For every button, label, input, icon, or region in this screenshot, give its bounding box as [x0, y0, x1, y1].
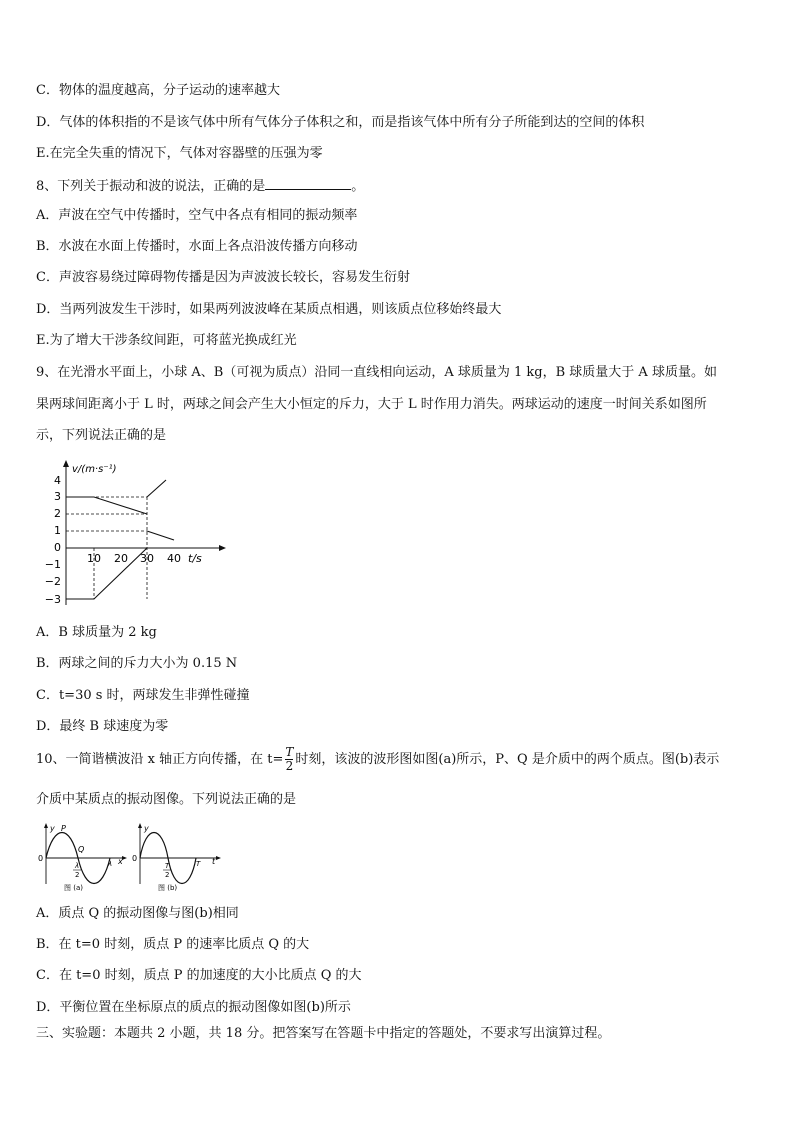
q8-stem-text: 8、下列关于振动和波的说法，正确的是 — [36, 179, 266, 194]
y-tick-1: 1 — [54, 524, 61, 537]
fraction-numerator: T — [285, 745, 294, 759]
curve-ball-a — [66, 497, 147, 514]
q8-stem — [36, 177, 364, 195]
graph-velocity-curves — [66, 480, 174, 599]
y-tick-0: 0 — [54, 541, 61, 554]
graph-x-ticks — [87, 552, 181, 565]
fig-b-t: t — [212, 857, 216, 866]
y-tick-neg2: −2 — [44, 575, 61, 588]
graph-x-label: t/s — [188, 552, 202, 565]
x-tick-40: 40 — [167, 552, 181, 565]
x-tick-10: 10 — [87, 552, 101, 565]
q10-option-d: D．平衡位置在坐标原点的质点的振动图像如图(b)所示 — [36, 1000, 351, 1015]
q10-stem-line2: 介质中某质点的振动图像。下列说法正确的是 — [36, 792, 297, 807]
q10-figure-a-waveform — [36, 822, 128, 894]
q8-option-b: B．水波在水面上传播时，水面上各点沿波传播方向移动 — [36, 239, 358, 254]
y-tick-3: 3 — [54, 490, 61, 503]
fig-b-period: T — [196, 860, 201, 868]
y-tick-4: 4 — [54, 474, 61, 487]
y-tick-2: 2 — [54, 507, 61, 520]
fig-a-caption: 图 (a) — [64, 884, 83, 892]
q8-answer-blank — [265, 177, 351, 190]
y-tick-neg3: −3 — [44, 593, 61, 606]
x-tick-20: 20 — [114, 552, 128, 565]
q8-option-e: E.为了增大干涉条纹间距，可将蓝光换成红光 — [36, 333, 297, 348]
fig-a-zero: 0 — [38, 854, 44, 863]
fraction-denominator: 2 — [285, 759, 294, 773]
q7-option-d: D．气体的体积指的不是该气体中所有气体分子体积之和，而是指该气体中所有分子所能到达的空间的体积 — [36, 115, 645, 130]
q10-stem-line1 — [36, 746, 719, 774]
fig-b-caption: 图 (b) — [158, 884, 178, 892]
fig-a-half-den: 2 — [75, 871, 80, 879]
q7-option-e: E.在完全失重的情况下，气体对容器壁的压强为零 — [36, 146, 323, 161]
fig-a-p: P — [61, 824, 66, 833]
q9-option-d: D．最终 B 球速度为零 — [36, 719, 169, 734]
q10-time-fraction — [285, 746, 293, 773]
q10-figure-b-vibration — [130, 822, 222, 894]
fig-a-q: Q — [78, 845, 85, 854]
fig-b-half-num: T — [165, 862, 170, 870]
q9-option-a: A．B 球质量为 2 kg — [36, 625, 157, 640]
q9-stem-line2: 果两球间距离小于 L 时，两球之间会产生大小恒定的斥力，大于 L 时作用力消失。两球运动的速度一时间关系如图所 — [36, 397, 707, 412]
q8-stem-end: 。 — [351, 179, 365, 194]
fig-a-y: y — [50, 824, 55, 833]
q10-stem-post: 时刻，该波的波形图如图(a)所示，P、Q 是介质中的两个质点。图(b)表示 — [295, 752, 720, 767]
x-tick-30: 30 — [140, 552, 154, 565]
fig-a-half-num: λ — [75, 862, 80, 870]
q10-option-c: C．在 t=0 时刻，质点 P 的加速度的大小比质点 Q 的大 — [36, 968, 362, 983]
graph-y-arrow — [63, 460, 69, 467]
q9-option-c: C．t=30 s 时，两球发生非弹性碰撞 — [36, 688, 250, 703]
fig-b-zero: 0 — [132, 854, 138, 863]
fig-b-half-den: 2 — [165, 871, 170, 879]
curve-ball-b — [66, 548, 147, 599]
q10-option-b: B．在 t=0 时刻，质点 P 的速率比质点 Q 的大 — [36, 937, 310, 952]
q8-option-a: A．声波在空气中传播时，空气中各点有相同的振动频率 — [36, 208, 358, 223]
q10-option-a: A．质点 Q 的振动图像与图(b)相同 — [36, 906, 239, 921]
q8-option-d: D．当两列波发生干涉时，如果两列波波峰在某质点相遇，则该质点位移始终最大 — [36, 302, 502, 317]
section-3-heading: 三、实验题：本题共 2 小题，共 18 分。把答案写在答题卡中指定的答题处，不要求写出演算过程。 — [36, 1026, 611, 1041]
q9-option-b: B．两球之间的斥力大小为 0.15 N — [36, 656, 238, 671]
q8-option-c: C．声波容易绕过障碍物传播是因为声波波长较长，容易发生衍射 — [36, 270, 410, 285]
fig-b-y: y — [144, 824, 149, 833]
graph-y-label: v/(m·s⁻¹) — [72, 464, 117, 475]
y-tick-neg1: −1 — [44, 558, 61, 571]
q9-stem-line3: 示，下列说法正确的是 — [36, 428, 167, 443]
graph-y-ticks — [45, 474, 61, 606]
fig-a-x: x — [118, 857, 123, 866]
curve-ball-b-after — [147, 531, 174, 540]
q7-option-c: C．物体的温度越高，分子运动的速率越大 — [36, 83, 280, 98]
q9-velocity-time-graph — [36, 458, 226, 610]
curve-ball-a-after — [147, 480, 166, 497]
fig-a-lambda: λ — [108, 860, 113, 868]
q9-stem-line1: 9、在光滑水平面上，小球 A、B（可视为质点）沿同一直线相向运动，A 球质量为 1 kg，B 球质量大于 A 球质量。如 — [36, 365, 717, 380]
q10-stem-pre: 10、一简谐横波沿 x 轴正方向传播，在 t= — [36, 752, 284, 767]
graph-x-arrow — [219, 545, 226, 551]
